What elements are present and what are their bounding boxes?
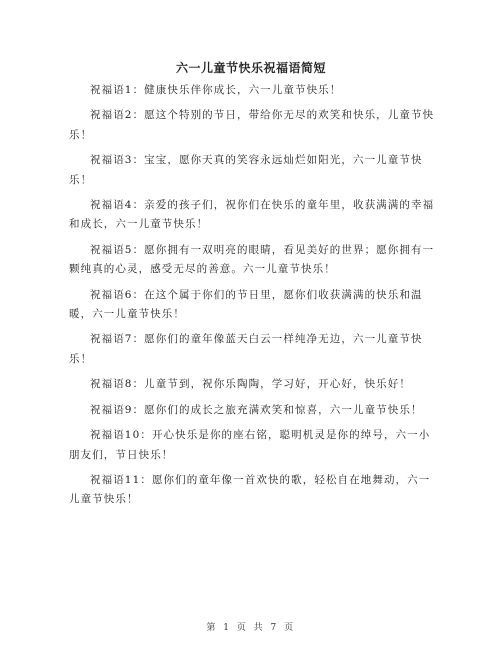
blessing-paragraph-1: 祝福语1：健康快乐伴你成长，六一儿童节快乐！ — [90, 84, 342, 96]
blessing-paragraph-10: 祝福语10：开心快乐是你的座右铭，聪明机灵是你的绰号，六一小朋友们，节日快乐！ — [69, 429, 431, 461]
blessing-paragraph-2: 祝福语2：愿这个特别的节日，带给你无尽的欢笑和快乐，儿童节快乐！ — [69, 109, 435, 141]
blessing-paragraph-3: 祝福语3：宝宝，愿你天真的笑容永远灿烂如阳光，六一儿童节快乐！ — [69, 154, 423, 186]
blessing-paragraph-11: 祝福语11：愿你们的童年像一首欢快的歌，轻松自在地舞动，六一儿童节快乐！ — [69, 473, 431, 506]
blessing-paragraph-6: 祝福语6：在这个属于你们的节日里，愿你们收获满满的快乐和温暖，六一儿童节快乐！ — [69, 288, 423, 321]
blessing-paragraph-4: 祝福语4：亲爱的孩子们，祝你们在快乐的童年里，收获满满的幸福和成长，六一儿童节快乐！ — [69, 199, 435, 231]
blessing-paragraph-5: 祝福语5：愿你拥有一双明亮的眼睛，看见美好的世界；愿你拥有一颗纯真的心灵，感受无尽的善意。六一儿童节快乐！ — [69, 243, 435, 276]
blessing-paragraph-7: 祝福语7：愿你们的童年像蓝天白云一样纯净无边，六一儿童节快乐！ — [69, 333, 423, 365]
page-number-footer: 第 1 页 共 7 页 — [206, 623, 296, 633]
blessing-paragraph-8: 祝福语8：儿童节到，祝你乐陶陶，学习好，开心好，快乐好！ — [90, 378, 411, 391]
blessing-paragraph-9: 祝福语9：愿你们的成长之旅充满欢笑和惊喜，六一儿童节快乐！ — [90, 403, 423, 416]
document-title: 六一儿童节快乐祝福语简短 — [175, 61, 326, 75]
document-body — [69, 81, 435, 516]
